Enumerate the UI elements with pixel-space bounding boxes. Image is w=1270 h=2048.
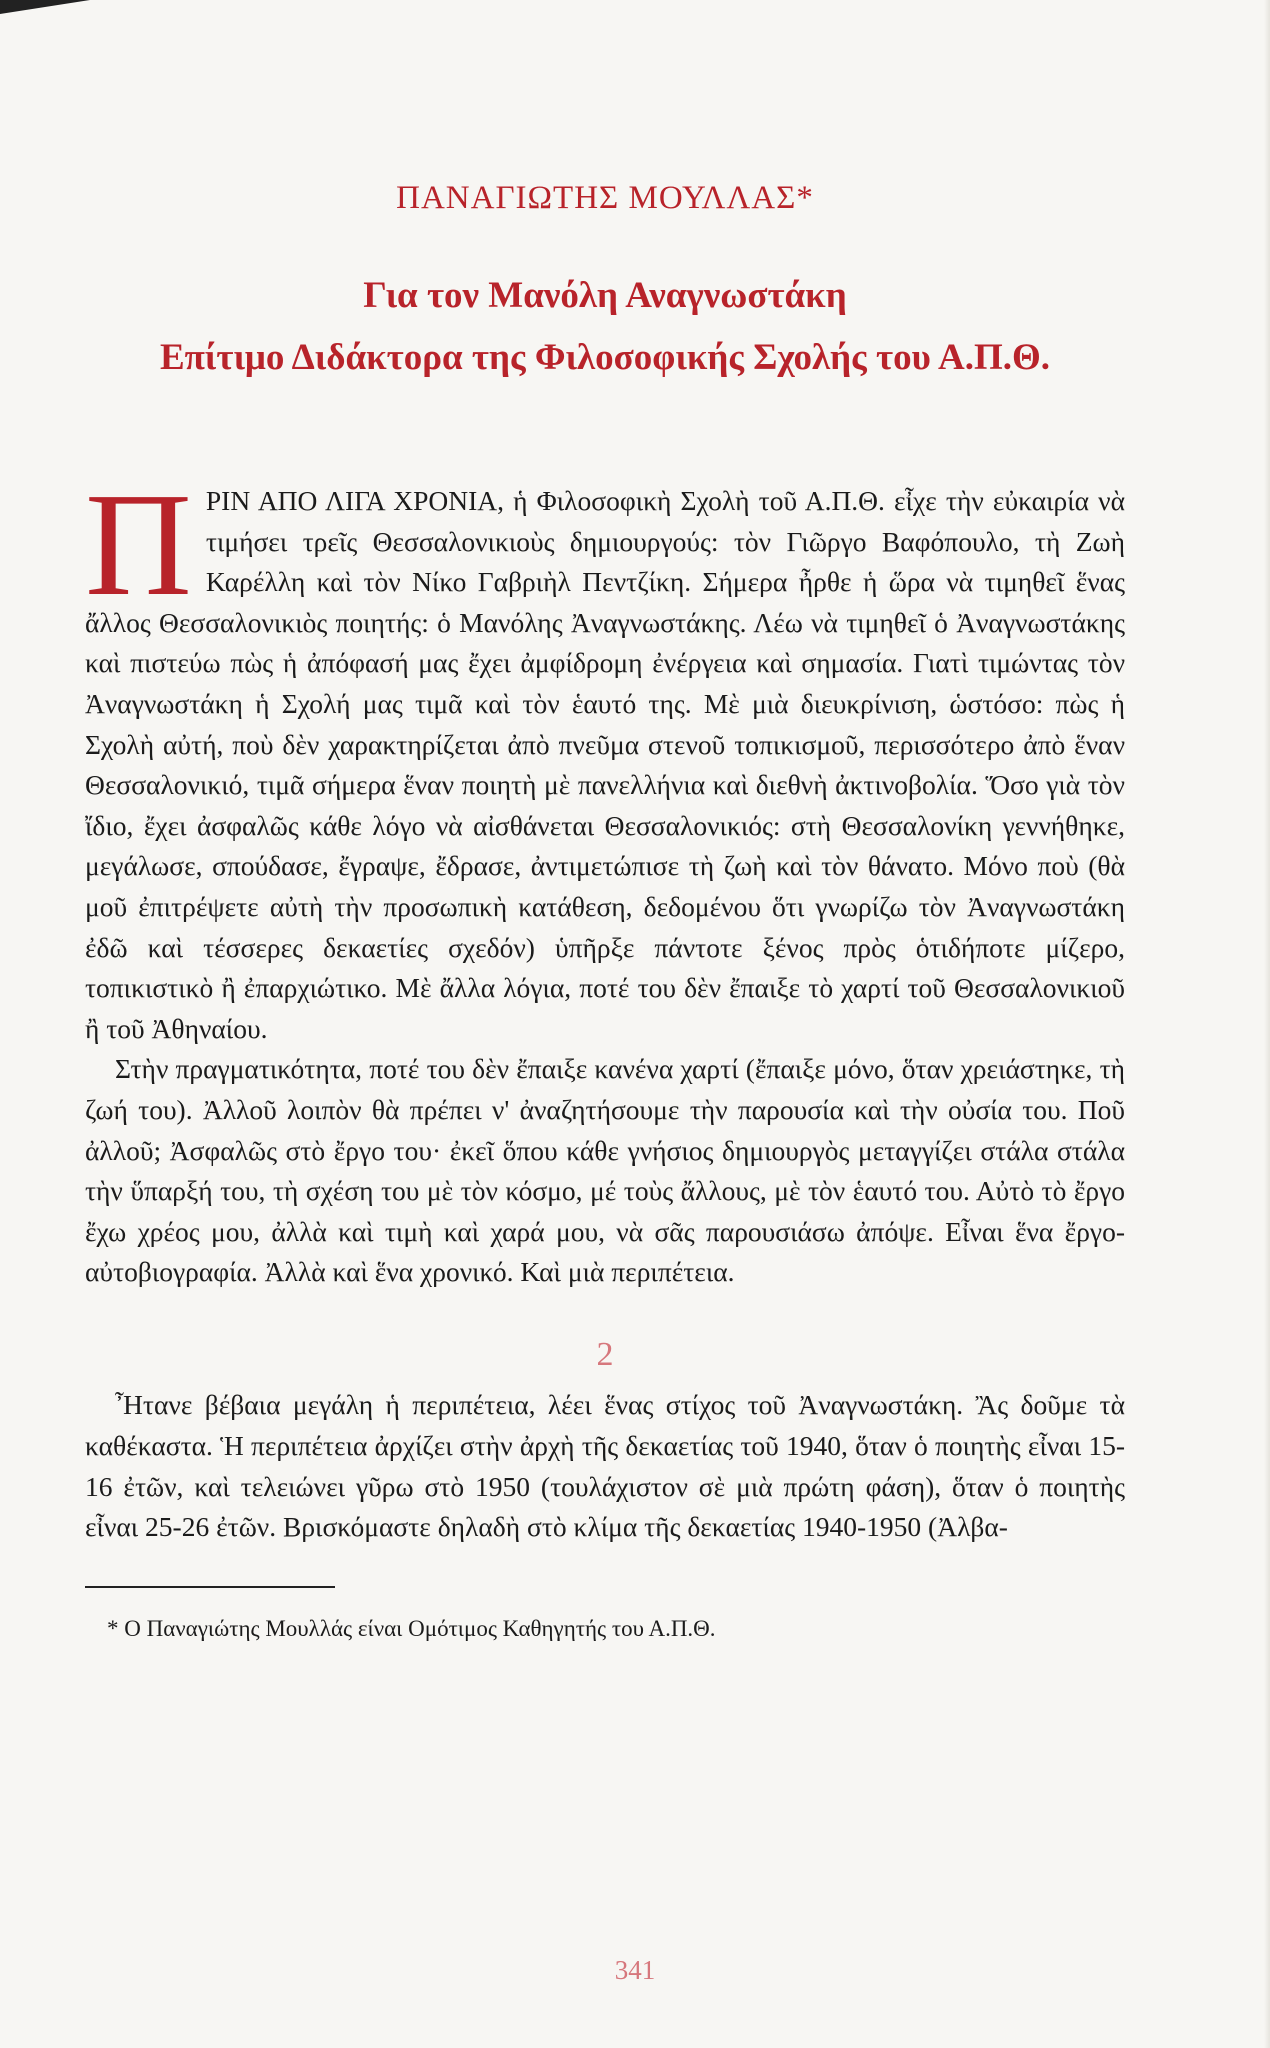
dropcap-letter: Π: [85, 463, 192, 627]
paragraph-2: Στὴν πραγματικότητα, ποτέ του δὲν ἔπαιξε κανένα χαρτί (ἔπαιξε μόνο, ὅταν χρειάστηκε, τὴ ζωή του). Ἀλλοῦ λοιπὸν θὰ πρέπει ν' ἀναζητήσουμε τὴν παρουσία καὶ τὴν οὐσία του. Ποῦ ἀλλοῦ; Ἀσφαλῶς στὸ ἔργο του· ἐκεῖ ὅπου κάθε γνήσιος δημιουργὸς μεταγγίζει στάλα στάλα τὴν ὕπαρξή του, τὴ σχέση του μὲ τὸν κόσμο, μέ τοὺς ἄλλους, μὲ τὸν ἑαυτό του. Αὐτὸ τὸ ἔργο ἔχω χρέος μου, ἀλλὰ καὶ τιμὴ καὶ χαρά μου, νὰ σᾶς παρουσιάσω ἀπόψε. Εἶναι ἕνα ἔργο-αὐτοβιογραφία. Ἀλλὰ καὶ ἕνα χρονικό. Καὶ μιὰ περιπέτεια.: [85, 1053, 1125, 1288]
author-name: ΠΑΝΑΓΙΩΤΗΣ ΜΟΥΛΛΑΣ*: [396, 180, 814, 216]
article-body: [85, 463, 1125, 1548]
footnote: * Ο Παναγιώτης Μουλλάς είναι Ομότιμος Καθηγητής του Α.Π.Θ.: [107, 1615, 716, 1641]
paragraph-3: Ἦτανε βέβαια μεγάλη ἡ περιπέτεια, λέει ἕνας στίχος τοῦ Ἀναγνωστάκη. Ἂς δοῦμε τὰ καθέκαστα. Ἡ περιπέτεια ἀρχίζει στὴν ἀρχὴ τῆς δεκαετίας τοῦ 1940, ὅταν ὁ ποιητὴς εἶναι 15-16 ἐτῶν, καὶ τελειώνει γῦρω στὸ 1950 (τουλάχιστον σὲ μιὰ πρώτη φάση), ὅταν ὁ ποιητὴς εἶναι 25-26 ἐτῶν. Βρισκόμαστε δηλαδὴ στὸ κλίμα τῆς δεκαετίας 1940-1950 (Ἀλβα-: [85, 1389, 1125, 1543]
paragraph-1: [85, 463, 1125, 1049]
article-title: [85, 265, 1125, 389]
paragraph-1-text: ΡΙΝ ΑΠΟ ΛΙΓΑ ΧΡΟΝΙΑ, ἡ Φιλοσοφικὴ Σχολὴ τοῦ Α.Π.Θ. εἶχε τὴν εὐκαιρία νὰ τιμήσει τρεῖς Θεσσαλονικιοὺς δημιουργούς: τὸν Γιῶργο Βαφόπουλο, τὴ Ζωὴ Καρέλλη καὶ τὸν Νίκο Γαβριὴλ Πεντζίκη. Σήμερα ἦρθε ἡ ὥρα νὰ τιμηθεῖ ἕνας ἄλλος Θεσσαλονικιὸς ποιητής: ὁ Μανόλης Ἀναγνωστάκης. Λέω νὰ τιμηθεῖ ὁ Ἀναγνωστάκης καὶ πιστεύω πὼς ἡ ἀπόφασή μας ἔχει ἀμφίδρομη ἐνέργεια καὶ σημασία. Γιατὶ τιμώντας τὸν Ἀναγνωστάκη ἡ Σχολή μας τιμᾶ καὶ τὸν ἑαυτό της. Μὲ μιὰ διευκρίνιση, ὡστόσο: πὼς ἡ Σχολὴ αὐτή, ποὺ δὲν χαρακτηρίζεται ἀπὸ πνεῦμα στενοῦ τοπικισμοῦ, περισσότερο ἀπὸ ἕναν Θεσσαλονικιό, τιμᾶ σήμερα ἕναν ποιητὴ μὲ πανελλήνια καὶ διεθνὴ ἀκτινοβολία. Ὅσο γιὰ τὸν ἴδιο, ἔχει ἀσφαλῶς κάθε λόγο νὰ αἰσθάνεται Θεσσαλονικιός: στὴ Θεσσαλονίκη γεννήθηκε, μεγάλωσε, σπούδασε, ἔγραψε, ἔδρασε, ἀντιμετώπισε τὴ ζωὴ καὶ τὸν θάνατο. Μόνο ποὺ (θὰ μοῦ ἐπιτρέψετε αὐτὴ τὴν προσωπικὴ κατάθεση, δεδομένου ὅτι γνωρίζω τὸν Ἀναγνωστάκη ἐδῶ καὶ τέσσερες δεκαετίες σχεδόν) ὑπῆρξε πάντοτε ξένος πρὸς ὁτιδήποτε μίζερο, τοπικιστικὸ ἢ ἐπαρχιώτικο. Μὲ ἄλλα λόγια, ποτέ του δὲν ἔπαιξε τὸ χαρτί τοῦ Θεσσαλονικιοῦ ἢ τοῦ Ἀθηναίου.: [85, 485, 1125, 1044]
page-content: [85, 180, 1125, 1644]
title-line-2: Επίτιμο Διδάκτορα της Φιλοσοφικής Σχολής του Α.Π.Θ.: [159, 337, 1051, 378]
scan-corner-mark: [0, 0, 90, 14]
section-number: 2: [596, 1335, 614, 1373]
footnote-divider: [85, 1586, 335, 1588]
page-edge-shadow: [1264, 0, 1270, 2048]
title-line-1: Για τον Μανόλη Αναγνωστάκη: [363, 275, 847, 316]
page-number: 341: [614, 1955, 656, 1985]
